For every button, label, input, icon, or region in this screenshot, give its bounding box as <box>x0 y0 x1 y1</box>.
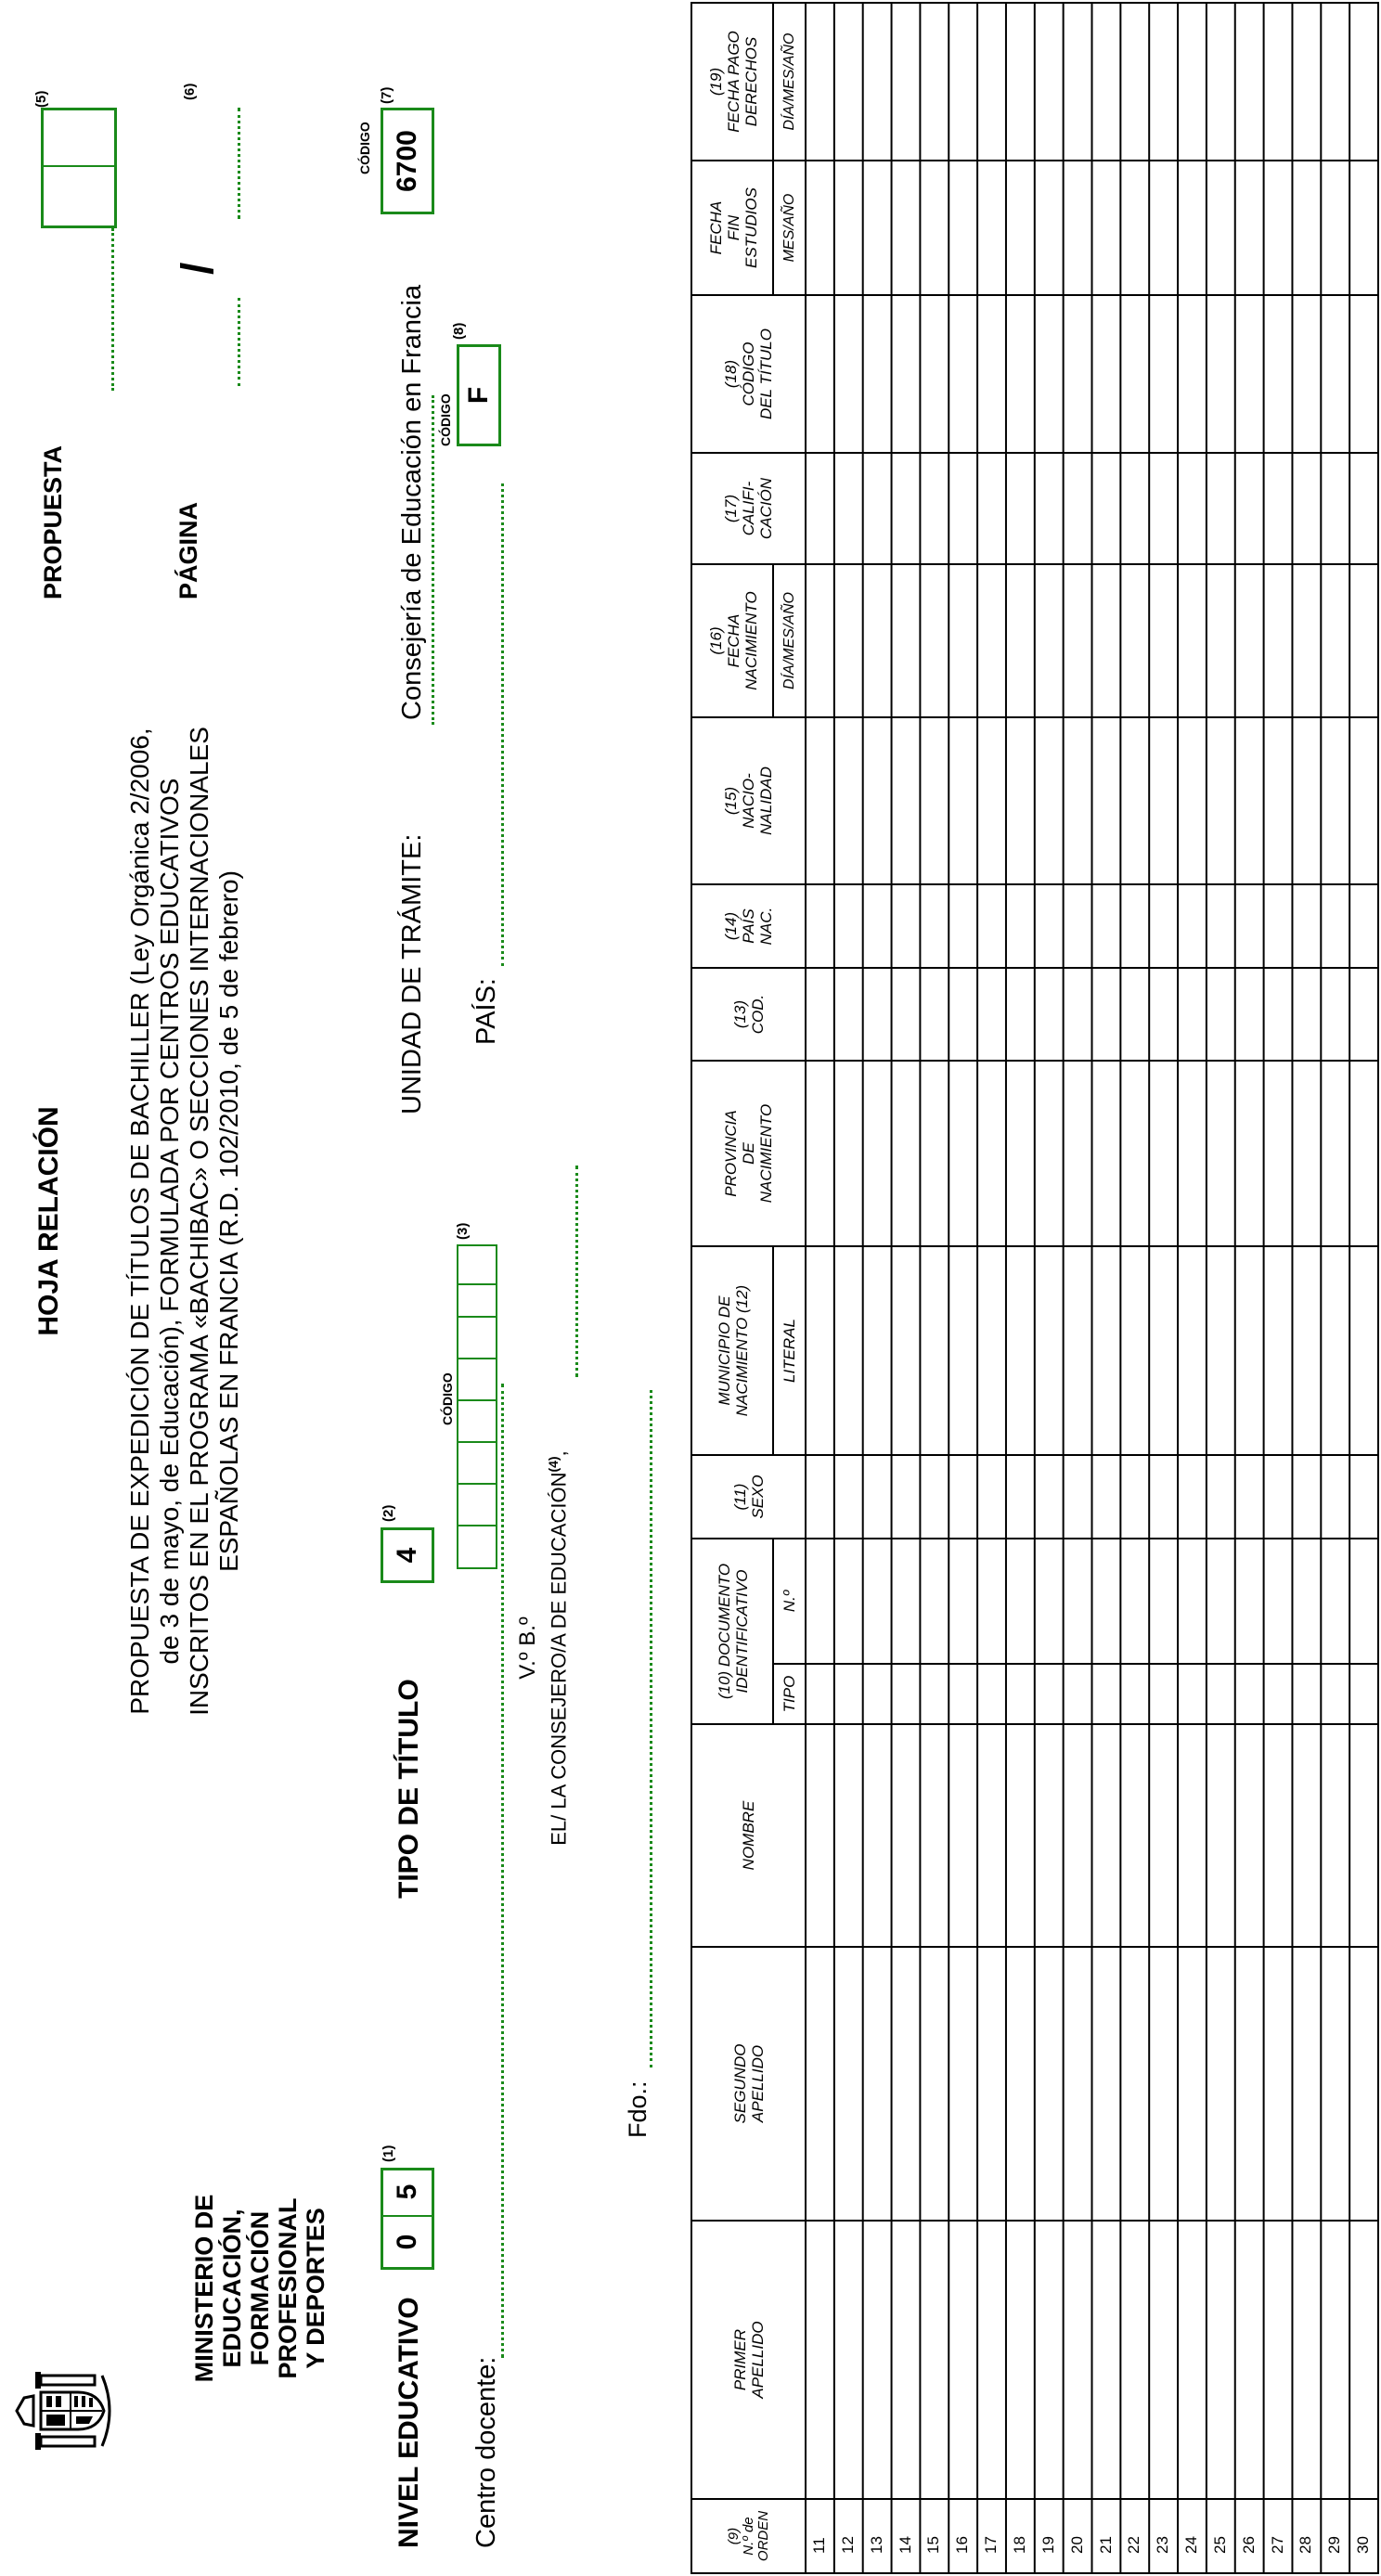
consejero-note: (4) <box>546 1456 561 1473</box>
ministry-line: Y DEPORTES <box>302 2208 329 2369</box>
pagina-slash: / <box>174 262 223 275</box>
table-row-number: 23 <box>1154 2536 1172 2554</box>
table-row-number: 19 <box>1039 2536 1057 2554</box>
table-row-number: 27 <box>1268 2536 1286 2554</box>
ministry-line: FORMACIÓN PROFESIONAL <box>246 2197 302 2379</box>
header-segundo-apellido: SEGUNDO APELLIDO <box>730 2043 767 2124</box>
fdo-label: Fdo.: <box>624 2080 652 2138</box>
ministry-line: MINISTERIO DE EDUCACIÓN, <box>190 2194 246 2383</box>
description-line: INSCRITOS EN EL PROGRAMA «BACHIBAC» O SECCIONES INTERNACIONALES <box>185 727 213 1716</box>
pagina-note: (6) <box>182 83 198 100</box>
header-documento-tipo: TIPO <box>781 1675 798 1713</box>
tipo-titulo-value: 4 <box>392 1547 422 1564</box>
description-line: PROPUESTA DE EXPEDICIÓN DE TÍTULOS DE BACHILLER (Ley Orgánica 2/2006, <box>125 728 154 1715</box>
table-row-number: 22 <box>1125 2536 1143 2554</box>
pais-label: PAÍS: <box>471 978 501 1045</box>
pais-code: F <box>463 386 494 405</box>
header-calificacion: (17) CALIFI- CACIÓN <box>722 477 775 540</box>
centro-codigo-label: CÓDIGO <box>440 1372 455 1425</box>
unidad-code: 6700 <box>392 130 422 192</box>
pagina-label: PÁGINA <box>174 501 202 599</box>
table-row-number: 29 <box>1325 2536 1344 2554</box>
header-fecha-pago: (19) FECHA PAGO DERECHOS <box>706 31 760 133</box>
table-row-number: 28 <box>1297 2536 1315 2554</box>
header-fecha-fin-formato: MES/AÑO <box>781 193 797 263</box>
consejero-comma: , <box>547 1450 571 1457</box>
header-codigo-titulo: (18) CÓDIGO DEL TÍTULO <box>722 328 775 419</box>
header-documento-numero: N.º <box>781 1590 798 1613</box>
table-row-number: 11 <box>810 2537 828 2554</box>
table-row-number: 25 <box>1210 2536 1229 2554</box>
table-row-number: 12 <box>838 2536 857 2554</box>
header-fecha-nacimiento: (16) FECHA NACIMIENTO <box>706 591 760 690</box>
consejero-text: EL/ LA CONSEJERO/A DE EDUCACIÓN <box>547 1472 571 1846</box>
unidad-tramite-value[interactable]: Consejería de Educación en Francia <box>397 284 427 720</box>
unidad-tramite-label: UNIDAD DE TRÁMITE: <box>397 833 427 1114</box>
propuesta-note: (5) <box>33 90 49 108</box>
header-documento: (10) DOCUMENTO IDENTIFICATIVO <box>716 1563 751 1700</box>
header-orden: (9) N.º de ORDEN <box>725 2510 771 2562</box>
tipo-titulo-note: (2) <box>381 1504 396 1522</box>
table-row-number: 20 <box>1067 2536 1086 2554</box>
table-row-number: 13 <box>867 2536 885 2554</box>
nivel-note: (1) <box>381 2145 396 2162</box>
table-row-number: 17 <box>982 2536 1000 2554</box>
description-line: ESPAÑOLAS EN FRANCIA (R.D. 102/2010, de 5 de febrero) <box>214 870 243 1572</box>
header-primer-apellido: PRIMER APELLIDO <box>730 2321 767 2399</box>
table-row-number: 21 <box>1096 2536 1115 2554</box>
unidad-note: (7) <box>379 86 394 104</box>
header-fecha-nacimiento-formato: DÍA/MES/AÑO <box>781 592 797 689</box>
header-provincia: PROVINCIA DE NACIMIENTO <box>722 1103 775 1204</box>
header-fecha-pago-formato: DÍA/MES/AÑO <box>781 32 797 131</box>
unidad-codigo-label: CÓDIGO <box>357 122 372 174</box>
table-row-number: 16 <box>953 2536 972 2554</box>
tipo-titulo-label: TIPO DE TÍTULO <box>394 1679 424 1899</box>
pais-codigo-label: CÓDIGO <box>438 393 453 446</box>
table-row-number: 14 <box>896 2536 914 2554</box>
header-fecha-fin-estudios: FECHA FIN ESTUDIOS <box>706 187 760 268</box>
header-municipio-literal: LITERAL <box>781 1319 798 1383</box>
table-row-number: 18 <box>1010 2536 1028 2554</box>
header-nacionalidad: (15) NACIO- NALIDAD <box>722 766 775 835</box>
header-nombre: NOMBRE <box>740 1800 757 1871</box>
propuesta-label: PROPUESTA <box>39 444 67 599</box>
pais-note: (8) <box>451 322 467 340</box>
nivel-digit: 0 <box>392 2234 422 2250</box>
page-title: HOJA RELACIÓN <box>33 1106 64 1336</box>
centro-note: (3) <box>455 1222 471 1240</box>
nivel-educativo-label: NIVEL EDUCATIVO <box>394 2297 424 2548</box>
header-cod: (13) COD. <box>730 994 767 1035</box>
description-line: de 3 de mayo, de Educación), FORMULADA POR CENTROS EDUCATIVOS <box>155 778 184 1665</box>
table-row-number: 15 <box>924 2536 943 2554</box>
centro-docente-label: Centro docente: <box>471 2356 501 2548</box>
header-municipio: MUNICIPIO DE NACIMIENTO (12) <box>716 1284 751 1417</box>
header-sexo: (11) SEXO <box>730 1475 767 1519</box>
visto-bueno: V.º B.º <box>515 1616 540 1680</box>
table-row-number: 24 <box>1182 2536 1201 2554</box>
nivel-digit: 5 <box>392 2183 422 2200</box>
table-row-number: 30 <box>1354 2536 1373 2554</box>
header-pais-nac: (14) PAÍS NAC. <box>722 907 775 946</box>
table-row-number: 26 <box>1239 2536 1258 2554</box>
